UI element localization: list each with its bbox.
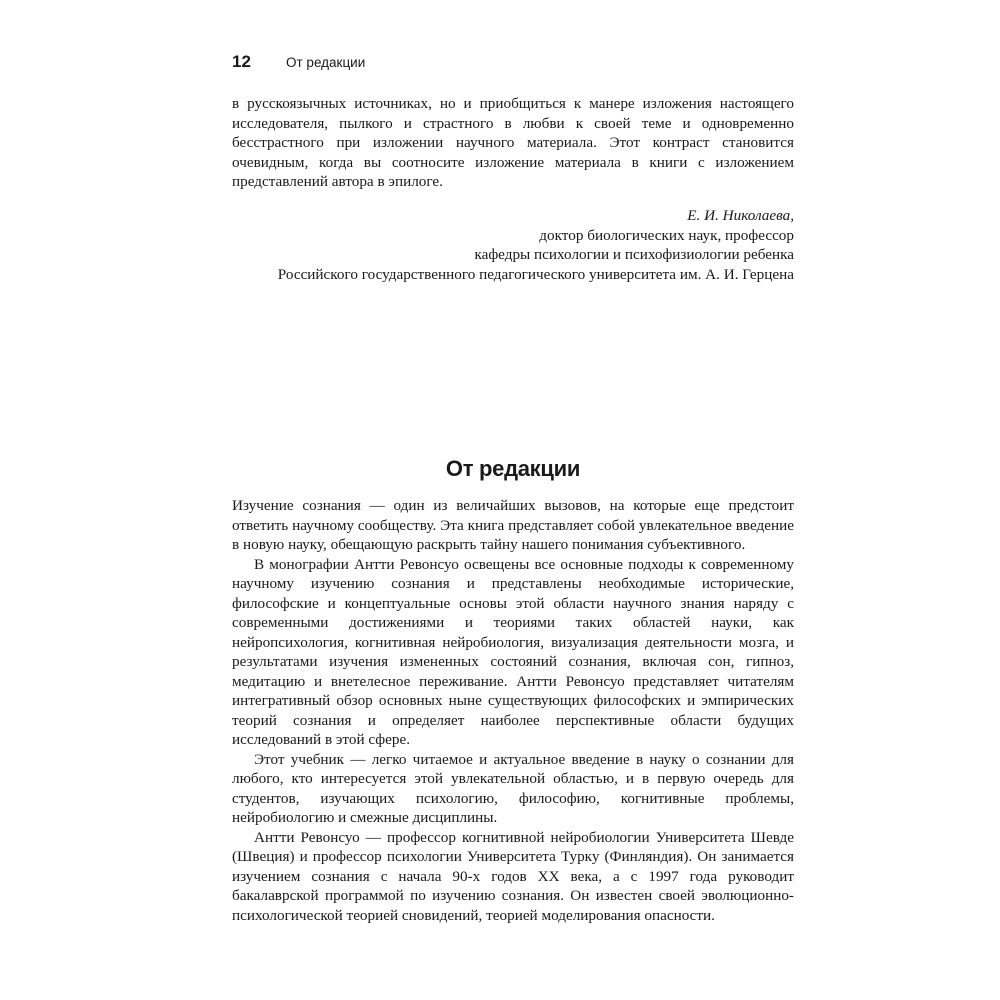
body-paragraph: Этот учебник — легко читаемое и актуальное введение в науку о сознании для любого, кто интересуется этой увлекательной областью, и в первую очередь для студентов, изучающих психологию, философию, когнитивные проблемы, нейробиологию и смежные дисциплины. — [232, 750, 794, 826]
section-title: От редакции — [445, 456, 581, 481]
running-head — [232, 52, 365, 74]
running-title: От редакции — [286, 55, 366, 70]
intro-paragraph: в русскоязычных источниках, но и приобщиться к манере изложения настоящего исследователя, пылкого и страстного в любви к своей теме и одновременно бесстрастного при изложении научного материала. Этот контраст становится очевидным, когда вы соотносите изложение материала в книги с изложением представлений автора в эпилоге. — [232, 95, 794, 190]
body-paragraph: В монографии Антти Ревонсуо освещены все основные подходы к современному научному изучению сознания и представлены необходимые исторические, философские и концептуальные основы этой области научного знания наряду с современными достижениями и теориями таких областей науки, как нейропсихология, когнитивная нейробиология, визуализация деятельности мозга, и результатами изучения измененных состояний сознания, включая сон, гипноз, медитацию и внетелесное переживание. Антти Ревонсуо представляет читателям интегративный обзор основных ныне существующих философских и эмпирических теорий сознания и определяет наиболее перспективные области будущих исследований в этой сфере. — [232, 555, 794, 748]
section-body — [232, 496, 794, 925]
book-page — [232, 0, 794, 1000]
signature-university: Российского государственного педагогического университета им. А. И. Герцена — [277, 265, 794, 283]
signature-name: Е. И. Николаева, — [687, 207, 794, 224]
body-paragraph: Изучение сознания — один из величайших вызовов, на которые еще предстоит ответить научному сообществу. Эта книга представляет собой увлекательное введение в новую науку, обещающую раскрыть тайну нашего понимания субъективного. — [232, 497, 794, 553]
signature-department: кафедры психологии и психофизиологии ребенка — [474, 246, 794, 263]
page-number: 12 — [232, 52, 251, 71]
signature-title: доктор биологических наук, профессор — [539, 226, 794, 244]
body-paragraph: Антти Ревонсуо — профессор когнитивной нейробиологии Университета Шевде (Швеция) и профессор психологии Университета Турку (Финляндия). Он занимается изучением сознания с начала 90-х годов XX века, а с 1997 года руководит бакалаврской программой по изучению сознания. Он известен своей эволюционно-психологической теорией сновидений, теорией моделирования опасности. — [232, 828, 794, 924]
author-signature — [278, 206, 794, 284]
